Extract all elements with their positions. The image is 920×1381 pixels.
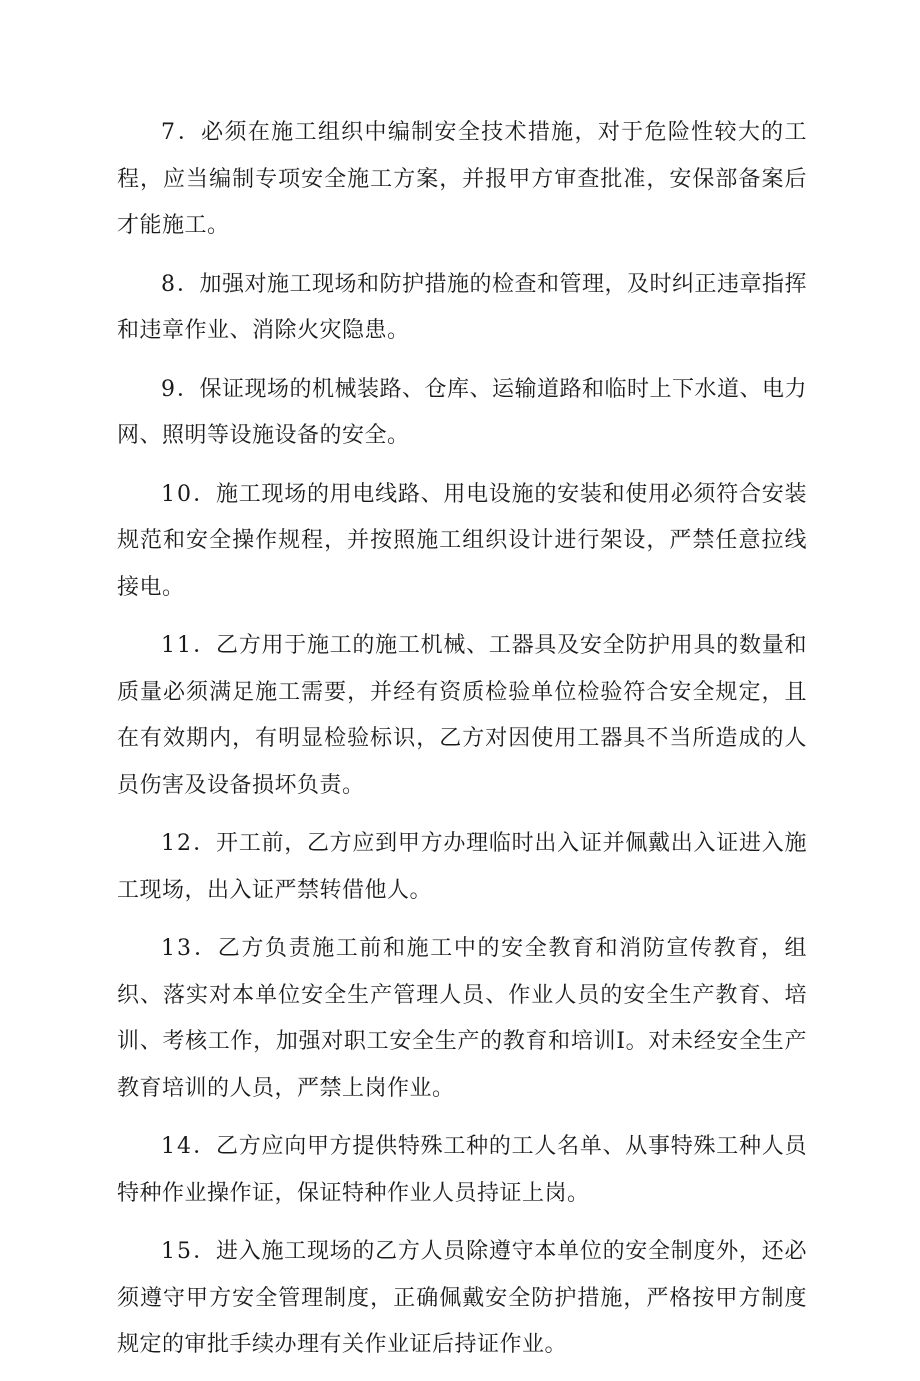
paragraph-11 [117, 623, 807, 809]
paragraph-number: 10 [161, 481, 193, 507]
paragraph-number: 13 [161, 936, 193, 961]
paragraph-text: ．乙方应向甲方提供特殊工种的工人名单、从事特殊工种人员特种作业操作证，保证特种作业人员持证上岗。 [117, 1134, 807, 1206]
paragraph-number: 12 [161, 831, 193, 856]
paragraph-9 [117, 367, 807, 460]
paragraph-number: 11 [161, 633, 193, 658]
paragraph-7 [117, 110, 807, 250]
paragraph-text: ．开工前，乙方应到甲方办理临时出入证并佩戴出入证进入施工现场，出入证严禁转借他人。 [117, 831, 807, 903]
paragraph-number: 8 [161, 271, 177, 297]
paragraph-number: 7 [161, 120, 177, 145]
paragraph-12 [117, 821, 807, 914]
paragraph-text: ．乙方用于施工的施工机械、工器具及安全防护用具的数量和质量必须满足施工需要，并经有资质检验单位检验符合安全规定，且在有效期内，有明显检验标识，乙方对因使用工器具不当所造成的人员伤害及设备损坏负责。 [117, 633, 807, 798]
paragraph-13 [117, 926, 807, 1112]
paragraph-text: ．必须在施工组织中编制安全技术措施，对于危险性较大的工程，应当编制专项安全施工方案，并报甲方审查批准，安保部备案后才能施工。 [117, 120, 807, 238]
paragraph-8 [117, 262, 807, 355]
paragraph-text: ．保证现场的机械装路、仓库、运输道路和临时上下水道、电力网、照明等设施设备的安全。 [117, 376, 808, 448]
paragraph-text: ．进入施工现场的乙方人员除遵守本单位的安全制度外，还必须遵守甲方安全管理制度，正确佩戴安全防护措施，严格按甲方制度规定的审批手续办理有关作业证后持证作业。 [117, 1239, 807, 1357]
paragraph-number: 14 [161, 1134, 193, 1159]
paragraph-text: ．加强对施工现场和防护措施的检查和管理，及时纠正违章指挥和违章作业、消除火灾隐患。 [117, 271, 808, 343]
paragraph-text: ．施工现场的用电线路、用电设施的安装和使用必须符合安装规范和安全操作规程，并按照施工组织设计进行架设，严禁任意拉线接电。 [117, 481, 807, 600]
paragraph-14 [117, 1124, 807, 1217]
paragraph-number: 9 [161, 376, 177, 402]
paragraph-number: 15 [161, 1239, 193, 1264]
document-body [117, 110, 807, 1381]
paragraph-10 [117, 472, 807, 612]
paragraph-15 [117, 1229, 807, 1369]
paragraph-text: ．乙方负责施工前和施工中的安全教育和消防宣传教育，组织、落实对本单位安全生产管理人员、作业人员的安全生产教育、培训、考核工作，加强对职工安全生产的教育和培训I。对未经安全生产教育培训的人员，严禁上岗作业。 [117, 936, 807, 1101]
